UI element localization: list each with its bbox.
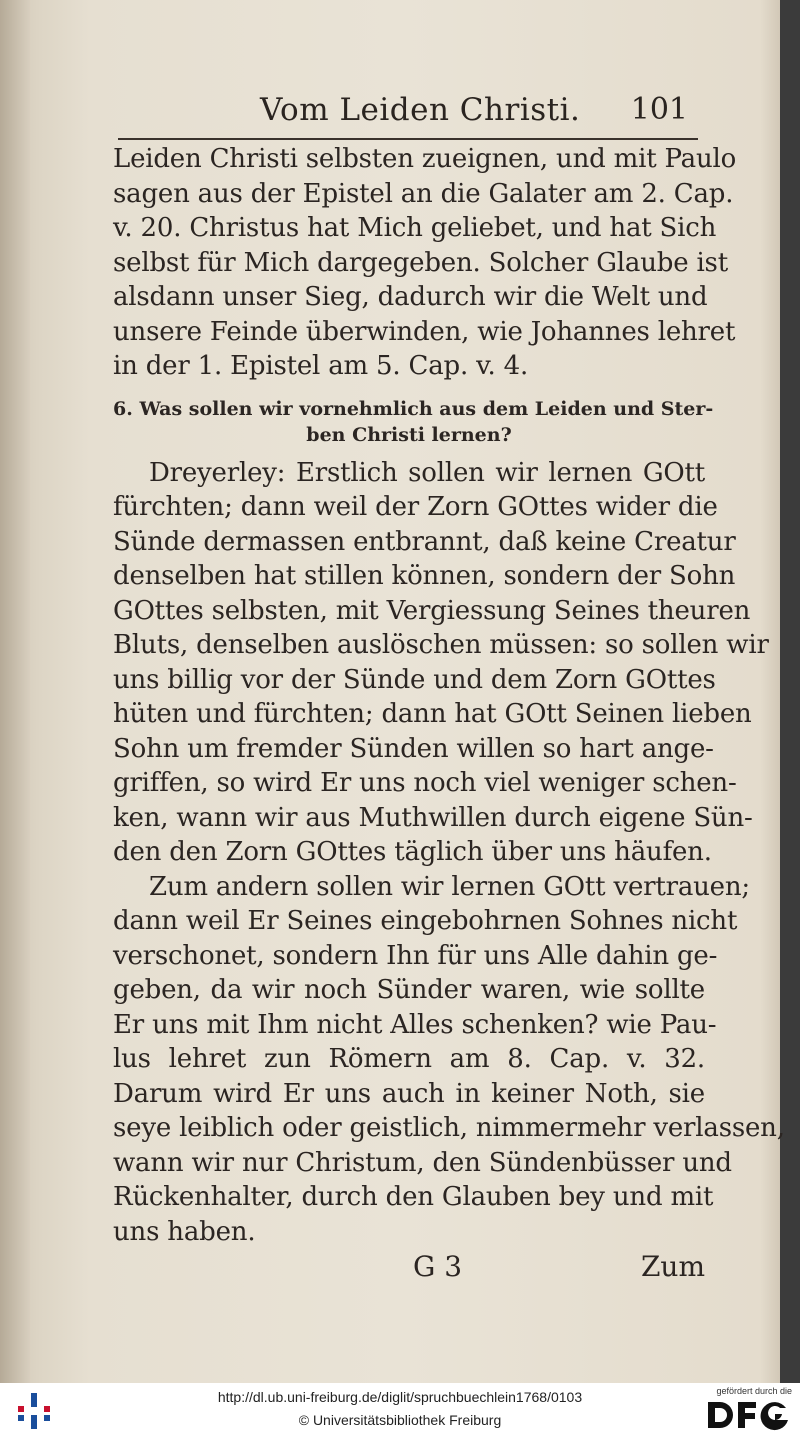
paragraph-1 xyxy=(113,142,737,384)
text-line: Sünde dermassen entbrannt, daß keine Creatur xyxy=(113,526,736,557)
header-rule xyxy=(118,138,698,140)
paragraph-2 xyxy=(113,456,769,870)
text-line: GOttes selbsten, mit Vergiessung Seines theuren xyxy=(113,595,751,626)
text-line: in der 1. Epistel am 5. Cap. v. 4. xyxy=(113,351,529,381)
text-line: uns billig vor der Sünde und dem Zorn GOttes xyxy=(113,664,716,695)
text-line: hüten und fürchten; dann hat GOtt Seinen lieben xyxy=(113,699,752,729)
text-line: Sohn um fremder Sünden willen so hart ange- xyxy=(113,733,714,764)
page-number: 101 xyxy=(630,92,688,127)
text-line: Er uns mit Ihm nicht Alles schenken? wie Pau- xyxy=(113,1009,717,1040)
text-line: griffen, so wird Er uns noch viel weniger schen- xyxy=(113,768,737,798)
text-line: seye leiblich oder geistlich, nimmermehr verlassen, xyxy=(113,1113,785,1143)
text-line: verschonet, sondern Ihn für uns Alle dahin ge- xyxy=(113,940,718,971)
text-line: selbst für Mich dargegeben. Solcher Glaube ist xyxy=(113,247,728,278)
text-line: geben, da wir noch Sünder waren, wie sollte xyxy=(113,975,705,1005)
page-foot xyxy=(113,1250,705,1290)
viewer-footer xyxy=(0,1383,800,1441)
text-line: lus lehret zun Römern am 8. Cap. v. 32. xyxy=(113,1044,705,1074)
text-line: ken, wann wir aus Muthwillen durch eigene Sün- xyxy=(113,802,753,833)
text-line: sagen aus der Epistel an die Galater am 2. Cap. xyxy=(113,178,734,209)
running-title: Vom Leiden Christi. xyxy=(260,92,581,128)
text-line: v. 20. Christus hat Mich geliebet, und hat Sich xyxy=(113,213,717,243)
text-line: unsere Feinde überwinden, wie Johannes lehret xyxy=(113,316,736,347)
text-line: Leiden Christi selbsten zueignen, und mit Paulo xyxy=(113,144,737,174)
text-line: uns haben. xyxy=(113,1216,256,1247)
text-line: Zum andern sollen wir lernen GOtt vertrauen; xyxy=(149,871,750,902)
text-line: den den Zorn GOttes täglich über uns häufen. xyxy=(113,837,712,867)
text-line: Rückenhalter, durch den Glauben bey und mit xyxy=(113,1182,714,1212)
text-line: fürchten; dann weil der Zorn GOttes wider die xyxy=(113,492,718,522)
permalink[interactable]: http://dl.ub.uni-freiburg.de/diglit/spruchbuechlein1768/0103 xyxy=(217,1389,583,1405)
signature-mark: G 3 xyxy=(413,1250,463,1283)
paragraph-3 xyxy=(113,870,785,1250)
funding-note: gefördert durch die xyxy=(716,1386,792,1396)
copyright-notice: © Universitätsbibliothek Freiburg xyxy=(298,1412,502,1428)
dfg-logo-icon xyxy=(706,1398,790,1432)
text-line: Bluts, denselben auslöschen müssen: so sollen wir xyxy=(113,630,769,660)
text-line: denselben hat stillen können, sondern der Sohn xyxy=(113,561,736,591)
text-line: wann wir nur Christum, den Sündenbüsser und xyxy=(113,1147,732,1178)
text-line: alsdann unser Sieg, dadurch wir die Welt und xyxy=(113,282,708,312)
running-head xyxy=(118,92,688,132)
body-text xyxy=(113,142,785,1249)
question-heading xyxy=(113,396,714,448)
catchword: Zum xyxy=(640,1250,705,1283)
text-line: dann weil Er Seines eingebohrnen Sohnes nicht xyxy=(113,906,738,936)
page-spine xyxy=(0,0,30,1383)
text-line: Dreyerley: Erstlich sollen wir lernen GOtt xyxy=(149,457,705,488)
question-line: 6. Was sollen wir vornehmlich aus dem Leiden und Ster- xyxy=(113,397,714,420)
text-line: Darum wird Er uns auch in keiner Noth, sie xyxy=(113,1078,705,1109)
question-line: ben Christi lernen? xyxy=(306,423,512,446)
